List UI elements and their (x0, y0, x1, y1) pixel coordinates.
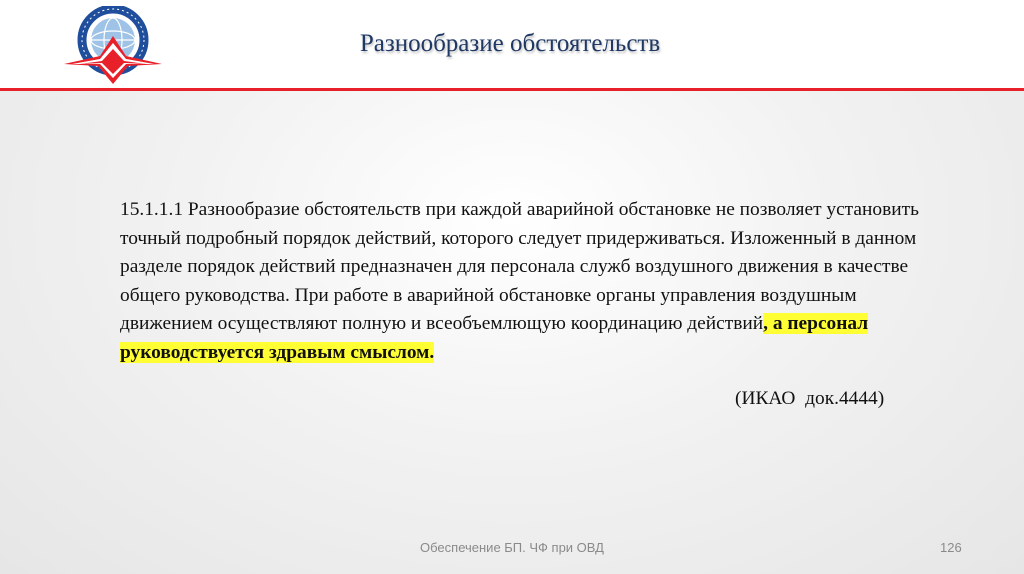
page-number: 126 (940, 540, 962, 555)
header-divider (0, 88, 1024, 91)
body-paragraph (120, 196, 940, 367)
body-main-text: 15.1.1.1 Разнообразие обстоятельств при каждой аварийной обстановке не позволяет установить точный подробный порядок действий, которого следует придерживаться. Изложенный в данном разделе порядок действий предназначен для персонала служб воздушного движения в качестве общего руководства. При работе в аварийной обстановке органы управления воздушным движением осуществляют полную и всеобъемлющую координацию действий (120, 199, 919, 334)
header (0, 0, 1024, 88)
organization-logo-icon (62, 6, 164, 86)
highlighted-text: , а персонал руководствуется здравым смыслом. (120, 313, 869, 363)
citation: (ИКАО док.4444) (735, 388, 885, 409)
slide-title: Разнообразие обстоятельств (359, 30, 661, 57)
footer-text: Обеспечение БП. ЧФ при ОВД (420, 540, 604, 555)
